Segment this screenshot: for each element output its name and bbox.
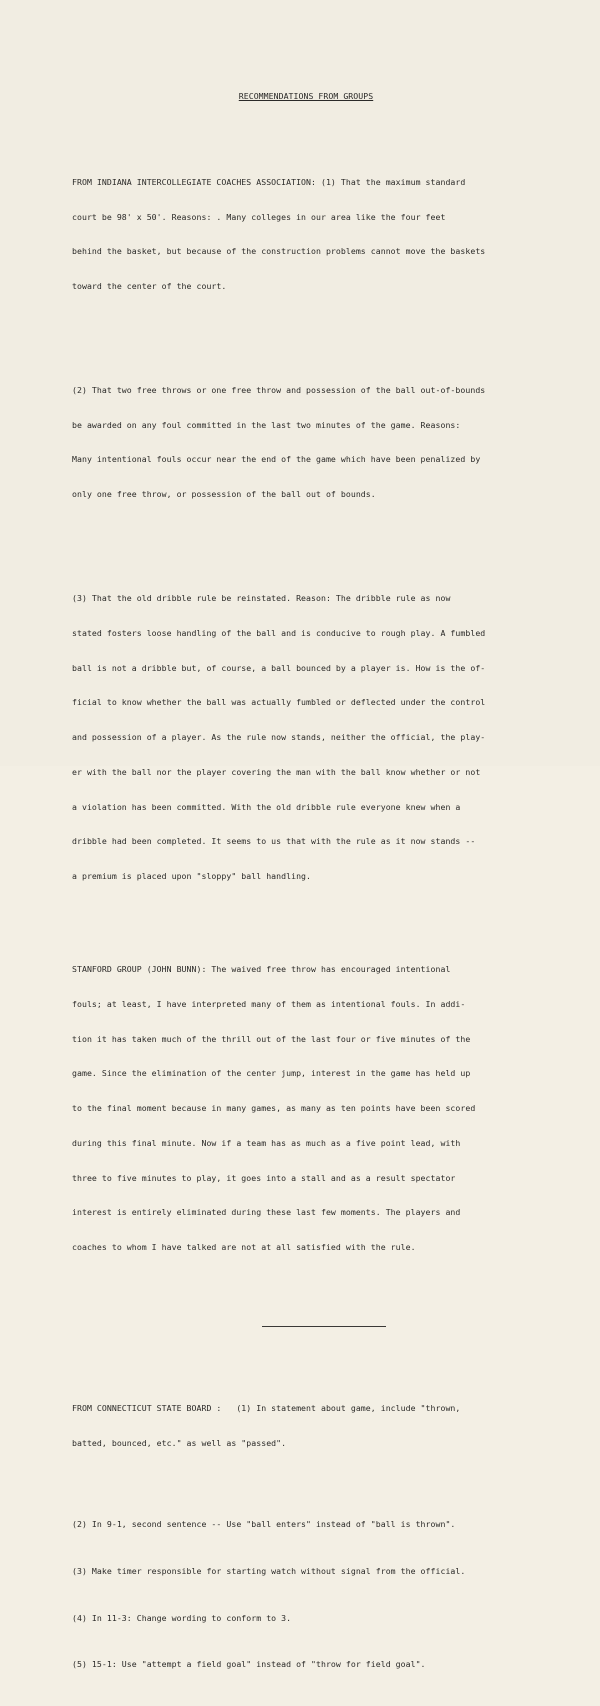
indiana-recommendation	[72, 154, 532, 316]
text-line: toward the center of the court.	[72, 281, 227, 292]
text-line: (2) That two free throws or one free throw and possession of the ball out-of-bounds	[72, 384, 486, 395]
text-line: only one free throw, or possession of the ball out of bounds.	[72, 489, 376, 500]
text-line: ficial to know whether the ball was actually fumbled or deflected under the control	[72, 697, 486, 708]
text-line: game. Since the elimination of the center jump, interest in the game has held up	[72, 1068, 471, 1079]
connecticut-recommendation-2: (2) In 9-1, second sentence -- Use "ball enters" instead of "ball is thrown".	[72, 1519, 456, 1530]
connecticut-recommendation-3: (3) Make timer responsible for starting watch without signal from the official.	[72, 1565, 466, 1576]
text-line: dribble had been completed. It seems to us that with the rule as it now stands --	[72, 836, 476, 847]
text-line: er with the ball nor the player covering the man with the ball know whether or not	[72, 766, 481, 777]
text-line: STANFORD GROUP (JOHN BUNN): The waived free throw has encouraged intentional	[72, 963, 451, 974]
dribble-recommendation	[72, 570, 532, 906]
text-line: coaches to whom I have talked are not at all satisfied with the rule.	[72, 1242, 416, 1253]
text-line: batted, bounced, etc." as well as "passed".	[72, 1437, 287, 1448]
typed-text-block	[72, 68, 532, 1706]
text-line: stated fosters loose handling of the ball and is conducive to rough play. A fumbled	[72, 627, 486, 638]
text-line: fouls; at least, I have interpreted many of them as intentional fouls. In addi-	[72, 998, 466, 1009]
text-line: FROM INDIANA INTERCOLLEGIATE COACHES ASSOCIATION: (1) That the maximum standard	[72, 176, 466, 187]
section-divider	[262, 1326, 386, 1327]
text-line: FROM CONNECTICUT STATE BOARD : (1) In statement about game, include "thrown,	[72, 1402, 461, 1413]
document-title: RECOMMENDATIONS FROM GROUPS	[238, 91, 374, 102]
text-line: to the final moment because in many games, as many as ten points have been scored	[72, 1103, 476, 1114]
text-line: behind the basket, but because of the construction problems cannot move the baskets	[72, 246, 486, 257]
free-throw-recommendation	[72, 362, 532, 524]
text-line: during this final minute. Now if a team has as much as a five point lead, with	[72, 1137, 461, 1148]
text-line: (3) That the old dribble rule be reinstated. Reason: The dribble rule as now	[72, 592, 451, 603]
text-line: three to five minutes to play, it goes into a stall and as a result spectator	[72, 1172, 456, 1183]
text-line: a premium is placed upon "sloppy" ball handling.	[72, 871, 312, 882]
text-line: ball is not a dribble but, of course, a ball bounced by a player is. How is the of-	[72, 662, 486, 673]
connecticut-recommendation-4: (4) In 11-3: Change wording to conform to 3.	[72, 1612, 292, 1623]
stanford-group-statement	[72, 941, 532, 1277]
text-line: interest is entirely eliminated during these last few moments. The players and	[72, 1207, 461, 1218]
text-line: Many intentional fouls occur near the end of the game which have been penalized by	[72, 454, 481, 465]
text-line: a violation has been committed. With the old dribble rule everyone knew when a	[72, 801, 461, 812]
text-line: be awarded on any foul committed in the last two minutes of the game. Reasons:	[72, 419, 461, 430]
text-line: court be 98' x 50'. Reasons: . Many colleges in our area like the four feet	[72, 211, 446, 222]
connecticut-recommendation-5: (5) 15-1: Use "attempt a field goal" instead of "throw for field goal".	[72, 1659, 426, 1670]
connecticut-recommendation-1	[72, 1380, 532, 1473]
text-line: tion it has taken much of the thrill out of the last four or five minutes of the	[72, 1033, 471, 1044]
text-line: and possession of a player. As the rule now stands, neither the official, the play-	[72, 732, 486, 743]
